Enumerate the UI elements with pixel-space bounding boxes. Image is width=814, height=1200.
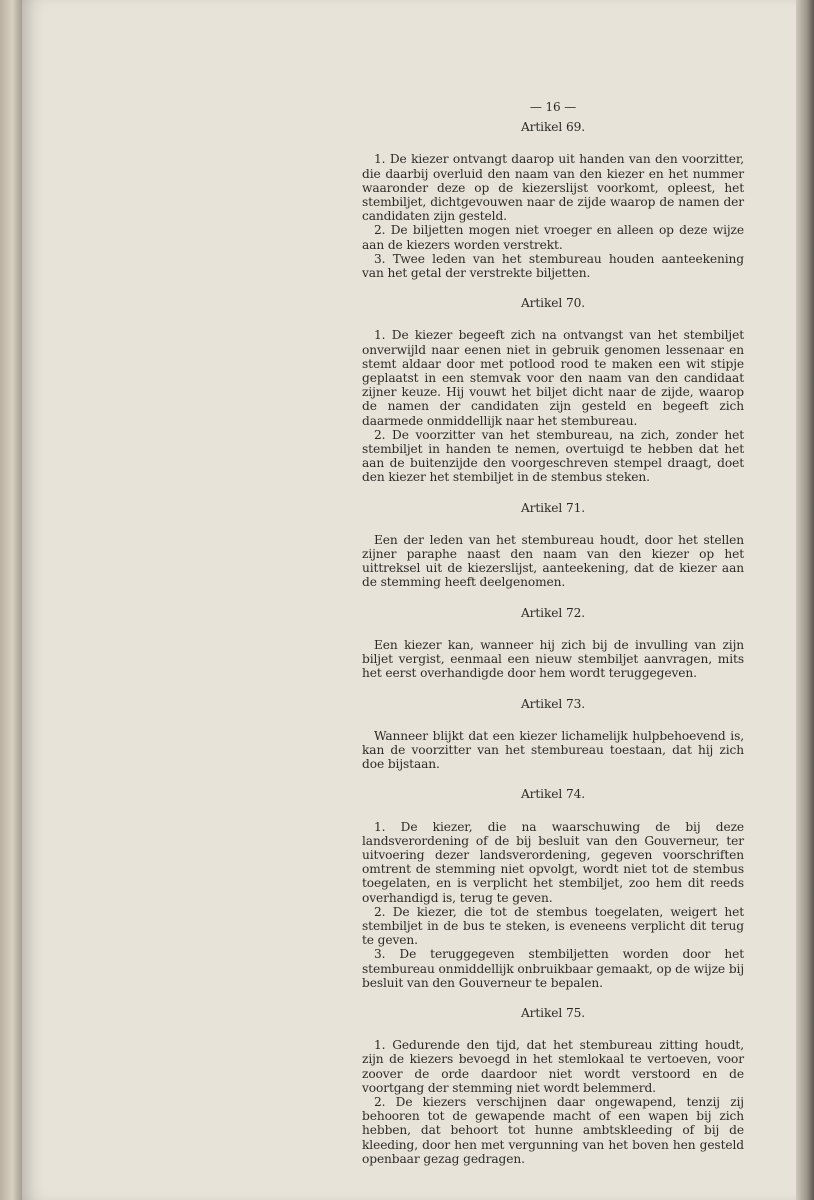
article-paragraph: 1. De kiezer ontvangt daarop uit handen van den voorzitter, die daarbij overluid den naam van den kiezer en het nummer waaronder deze op de kiezerslijst voorkomt, opleest, het stembiljet, dichtgevouwen naar de zijde waarop de namen der candidaten zijn gesteld. — [362, 152, 744, 224]
article-heading: Artikel 70. — [520, 296, 586, 311]
article-paragraph: 2. De biljetten mogen niet vroeger en alleen op deze wijze aan de kiezers worden verstrekt. — [362, 223, 744, 252]
article-heading: Artikel 75. — [520, 1005, 586, 1020]
article-69 — [362, 120, 744, 280]
article-paragraph: 3. Twee leden van het stembureau houden aanteekening van het getal der verstrekte biljetten. — [362, 251, 744, 281]
article-paragraph: Een der leden van het stembureau houdt, door het stellen zijner paraphe naast den naam van den kiezer op het uittreksel uit de kiezerslijst, aanteekening, dat de kiezer aan de stemming heeft deelgenomen. — [362, 532, 744, 590]
article-paragraph: 1. De kiezer begeeft zich na ontvangst van het stembiljet onverwijld naar eenen niet in gebruik genomen lessenaar en stemt aldaar door met potlood rood te maken een wit stipje geplaatst in een stemvak voor den naam van den candidaat zijner keuze. Hij vouwt het biljet dicht naar de zijde, waarop de namen der candidaten zijn gesteld en begeeft zich daarmede onmiddellijk naar het stembureau. — [362, 328, 744, 428]
article-heading: Artikel 74. — [520, 787, 586, 802]
article-paragraph: Wanneer blijkt dat een kiezer lichamelijk hulpbehoevend is, kan de voorzitter van het stembureau toestaan, dat hij zich doe bijstaan. — [362, 728, 744, 772]
article-heading: Artikel 72. — [520, 605, 586, 620]
article-72 — [362, 606, 744, 681]
article-paragraph: 1. De kiezer, die na waarschuwing de bij deze landsverordening of de bij besluit van den Gouverneur, ter uitvoering dezer landsverordening, gegeven voorschriften omtrent de stemming niet opvolgt, wordt niet tot de stembus toegelaten, en is verplicht het stembiljet, zoo hem dit reeds overhandigd is, terug te geven. — [362, 819, 744, 905]
article-70 — [362, 296, 744, 484]
page-content — [362, 100, 744, 1166]
article-heading: Artikel 71. — [520, 500, 586, 515]
article-paragraph: 2. De kiezers verschijnen daar ongewapend, tenzij zij behooren tot de gewapende macht of een wapen bij zich hebben, dat behoort tot hunne ambtskleeding of bij de kleeding, door hen met vergunning van het boven hen gesteld openbaar gezag gedragen. — [362, 1094, 744, 1166]
article-heading: Artikel 69. — [520, 120, 586, 135]
page-number: — 16 — — [529, 100, 577, 114]
article-75 — [362, 1006, 744, 1166]
previous-page-edge — [0, 0, 22, 1200]
page-right-edge — [796, 0, 814, 1200]
article-paragraph: 2. De kiezer, die tot de stembus toegelaten, weigert het stembiljet in de bus te steken, is eveneens verplicht dit terug te geven. — [362, 904, 744, 948]
article-paragraph: Een kiezer kan, wanneer hij zich bij de invulling van zijn biljet vergist, eenmaal een nieuw stembiljet aanvragen, mits het eerst overhandigde door hem wordt teruggegeven. — [362, 637, 744, 681]
article-71 — [362, 501, 744, 590]
article-73 — [362, 697, 744, 772]
article-paragraph: 3. De teruggegeven stembiljetten worden door het stembureau onmiddellijk onbruikbaar gemaakt, op de wijze bij besluit van den Gouverneur te bepalen. — [362, 947, 744, 990]
article-74 — [362, 787, 744, 990]
article-paragraph: 1. Gedurende den tijd, dat het stembureau zitting houdt, zijn de kiezers bevoegd in het stemlokaal te vertoeven, voor zoover de orde daardoor niet wordt verstoord en de voortgang der stemming niet wordt belemmerd. — [362, 1038, 744, 1095]
article-paragraph: 2. De voorzitter van het stembureau, na zich, zonder het stembiljet in handen te nemen, overtuigd te hebben dat het aan de buitenzijde den voorgeschreven stempel draagt, doet den kiezer het stembiljet in de stembus steken. — [362, 427, 744, 485]
article-heading: Artikel 73. — [520, 696, 586, 711]
